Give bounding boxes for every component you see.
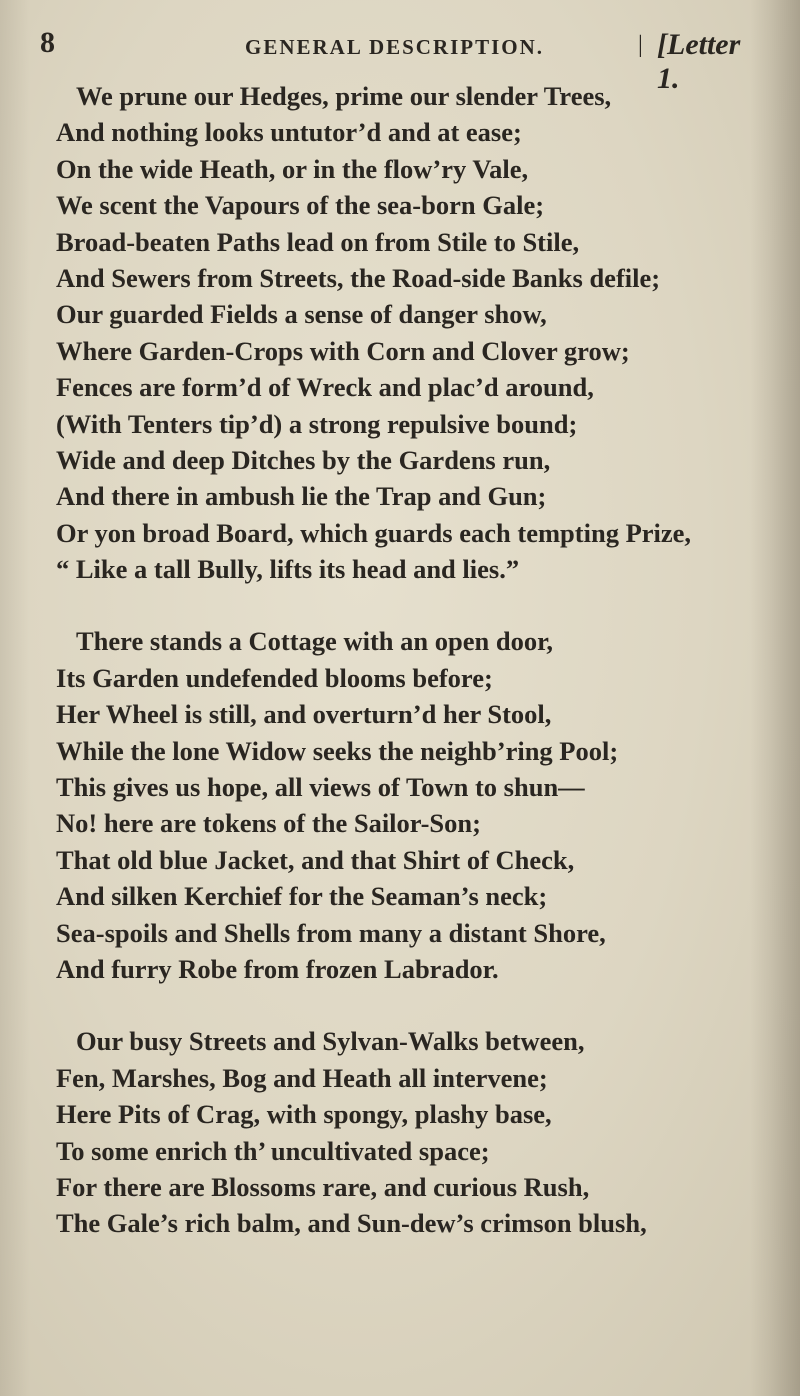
poem-line: This gives us hope, all views of Town to shun—	[56, 772, 585, 803]
poem-line: And silken Kerchief for the Seaman’s neck;	[56, 881, 548, 912]
poem-line: And Sewers from Streets, the Road-side Banks defile;	[56, 262, 661, 293]
poem-line: (With Tenters tip’d) a strong repulsive bound;	[56, 408, 578, 439]
poem-line: Sea-spoils and Shells from many a distant Shore,	[56, 917, 606, 948]
stanza-3	[0, 1023, 770, 1241]
poem-line: Our busy Streets and Sylvan-Walks between,	[76, 1026, 585, 1057]
poem-line: No! here are tokens of the Sailor-Son;	[56, 808, 481, 839]
poem-line: And nothing looks untutor’d and at ease;	[56, 117, 522, 148]
poem-line: And there in ambush lie the Trap and Gun;	[56, 481, 547, 512]
poem-line: And furry Robe from frozen Labrador.	[56, 953, 499, 984]
poem-line: Where Garden-Crops with Corn and Clover grow;	[56, 335, 630, 366]
poem-line: Its Garden undefended blooms before;	[56, 662, 493, 693]
poem-line: Fen, Marshes, Bog and Heath all intervene;	[56, 1062, 548, 1093]
poem-line: Her Wheel is still, and overturn’d her Stool,	[56, 699, 552, 730]
poem-body	[0, 78, 770, 1242]
poem-line: That old blue Jacket, and that Shirt of Check,	[56, 844, 575, 875]
page-header	[40, 26, 770, 95]
stanza-1	[0, 78, 770, 587]
stanza-2	[0, 623, 770, 987]
poem-line: The Gale’s rich balm, and Sun-dew’s crimson blush,	[56, 1208, 647, 1239]
poem-line: Wide and deep Ditches by the Gardens run,	[56, 444, 551, 475]
letter-reference: [Letter 1.	[657, 28, 741, 95]
running-head: GENERAL DESCRIPTION.	[245, 35, 545, 59]
poem-line: Broad-beaten Paths lead on from Stile to Stile,	[56, 226, 580, 257]
poem-line: There stands a Cottage with an open door,	[76, 626, 554, 657]
poem-line: Our guarded Fields a sense of danger show,	[56, 299, 547, 330]
poem-line: On the wide Heath, or in the flow’ry Vale,	[56, 153, 529, 184]
poem-line: While the lone Widow seeks the neighb’ring Pool;	[56, 735, 619, 766]
poem-line: Here Pits of Crag, with spongy, plashy base,	[56, 1099, 552, 1130]
poem-line: “ Like a tall Bully, lifts its head and lies.”	[56, 554, 520, 585]
page-number: 8	[40, 26, 55, 59]
header-divider: |	[638, 32, 643, 58]
poem-line: For there are Blossoms rare, and curious Rush,	[56, 1171, 590, 1202]
poem-line: We prune our Hedges, prime our slender Trees,	[76, 81, 612, 111]
poem-line: Or yon broad Board, which guards each tempting Prize,	[56, 517, 692, 548]
poem-line: We scent the Vapours of the sea-born Gale;	[56, 190, 545, 221]
poem-line: To some enrich th’ uncultivated space;	[56, 1135, 490, 1166]
poem-line: Fences are form’d of Wreck and plac’d around,	[56, 372, 594, 403]
